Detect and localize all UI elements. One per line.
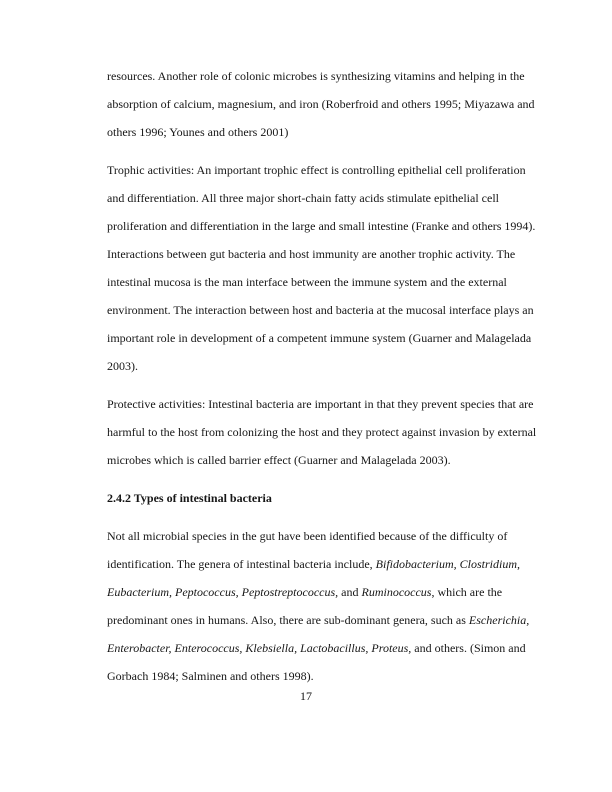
text-line bbox=[107, 212, 543, 240]
text-run: harmful to the host from colonizing the host and they protect against invasion by external bbox=[107, 425, 537, 439]
text-run: 2003). bbox=[107, 359, 138, 373]
paragraph-protective-activities bbox=[107, 390, 543, 474]
page-body bbox=[107, 62, 543, 690]
text-line bbox=[107, 62, 543, 90]
text-run: Trophic activities: An important trophic effect is controlling epithelial cell proliferation bbox=[107, 163, 526, 177]
paragraph-colonic-microbes bbox=[107, 62, 543, 146]
text-run: Protective activities: Intestinal bacteria are important in that they prevent species that are bbox=[107, 397, 534, 411]
text-line bbox=[107, 578, 543, 606]
text-line bbox=[107, 446, 543, 474]
paragraph-trophic-activities bbox=[107, 156, 543, 380]
text-line bbox=[107, 324, 543, 352]
italic-text-run: Bifidobacterium, Clostridium, bbox=[375, 557, 521, 571]
text-line bbox=[107, 634, 543, 662]
text-line bbox=[107, 662, 543, 690]
text-run: , which are the bbox=[431, 585, 503, 599]
text-line bbox=[107, 156, 543, 184]
text-line bbox=[107, 118, 543, 146]
text-line bbox=[107, 352, 543, 380]
text-line bbox=[107, 184, 543, 212]
text-run: Not all microbial species in the gut have been identified because of the difficulty of bbox=[107, 529, 508, 543]
italic-text-run: Ruminococcus bbox=[361, 585, 432, 599]
text-line bbox=[107, 606, 543, 634]
text-run: Gorbach 1984; Salminen and others 1998). bbox=[107, 669, 314, 683]
italic-text-run: Eubacterium, Peptococcus, Peptostreptococcus, bbox=[107, 585, 339, 599]
italic-text-run: Enterobacter, Enterococcus, Klebsiella, Lactobacillus, Proteus, bbox=[107, 641, 412, 655]
text-line bbox=[107, 268, 543, 296]
text-line bbox=[107, 484, 543, 512]
text-run: identification. The genera of intestinal bacteria include, bbox=[107, 557, 376, 571]
text-run: absorption of calcium, magnesium, and iron (Roberfroid and others 1995; Miyazawa and bbox=[107, 97, 535, 111]
text-run: proliferation and differentiation in the large and small intestine (Franke and others 1994). bbox=[107, 219, 536, 233]
paragraph-types-of-bacteria bbox=[107, 522, 543, 690]
text-line bbox=[107, 522, 543, 550]
text-run: microbes which is called barrier effect (Guarner and Malagelada 2003). bbox=[107, 453, 451, 467]
text-run: intestinal mucosa is the man interface between the immune system and the external bbox=[107, 275, 507, 289]
text-line bbox=[107, 90, 543, 118]
text-run: and differentiation. All three major short-chain fatty acids stimulate epithelial cell bbox=[107, 191, 499, 205]
text-run: and others. (Simon and bbox=[411, 641, 526, 655]
text-line bbox=[107, 390, 543, 418]
section-heading-242 bbox=[107, 484, 543, 512]
text-line bbox=[107, 240, 543, 268]
text-run: Interactions between gut bacteria and host immunity are another trophic activity. The bbox=[107, 247, 516, 261]
text-run: 2.4.2 Types of intestinal bacteria bbox=[107, 491, 272, 505]
text-run: resources. Another role of colonic microbes is synthesizing vitamins and helping in the bbox=[107, 69, 525, 83]
text-line bbox=[107, 550, 543, 578]
text-run: predominant ones in humans. Also, there are sub-dominant genera, such as bbox=[107, 613, 469, 627]
text-line bbox=[107, 418, 543, 446]
italic-text-run: Escherichia, bbox=[468, 613, 530, 627]
page-number: 17 bbox=[300, 689, 312, 703]
text-run: and bbox=[338, 585, 362, 599]
text-run: important role in development of a competent immune system (Guarner and Malagelada bbox=[107, 331, 532, 345]
text-line bbox=[107, 296, 543, 324]
text-run: others 1996; Younes and others 2001) bbox=[107, 125, 289, 139]
text-run: environment. The interaction between host and bacteria at the mucosal interface plays an bbox=[107, 303, 534, 317]
